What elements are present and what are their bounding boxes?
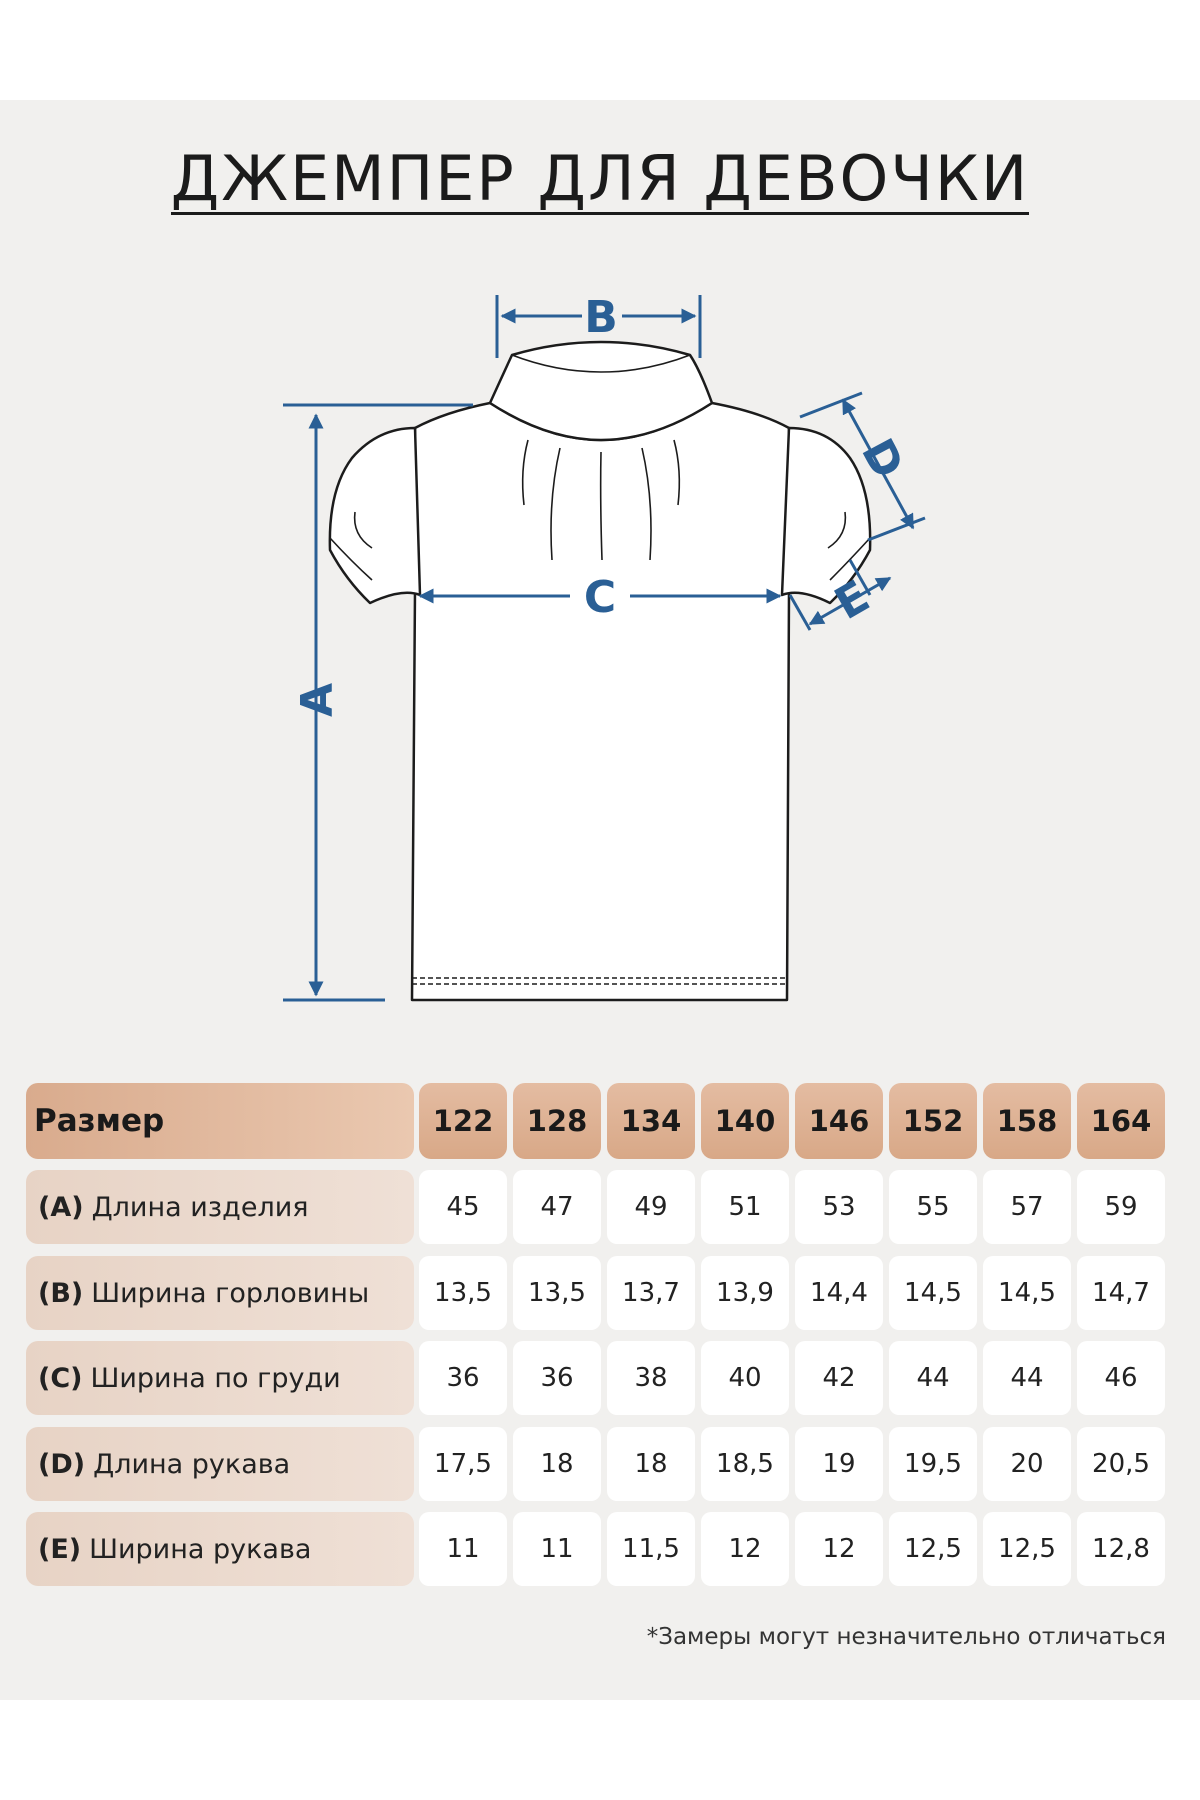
table-cell: 12,5 xyxy=(983,1512,1071,1586)
size-column-header: 128 xyxy=(513,1083,601,1159)
measurement-code: (C) xyxy=(38,1362,83,1394)
table-cell: 18,5 xyxy=(701,1427,789,1501)
table-cell: 18 xyxy=(607,1427,695,1501)
table-cell: 17,5 xyxy=(419,1427,507,1501)
label-c: C xyxy=(583,572,617,623)
measurement-name: Ширина по груди xyxy=(90,1362,341,1394)
size-header-label: Размер xyxy=(26,1083,414,1159)
measurement-label xyxy=(26,1427,414,1501)
table-cell: 12,8 xyxy=(1077,1512,1165,1586)
table-cell: 55 xyxy=(889,1170,977,1244)
table-cell: 14,4 xyxy=(795,1256,883,1330)
size-column-header: 146 xyxy=(795,1083,883,1159)
table-cell: 11 xyxy=(513,1512,601,1586)
table-cell: 20,5 xyxy=(1077,1427,1165,1501)
label-d: D xyxy=(851,430,914,487)
label-e: E xyxy=(826,570,879,631)
table-cell: 13,5 xyxy=(513,1256,601,1330)
measurement-code: (D) xyxy=(38,1448,86,1480)
label-a: A xyxy=(292,682,343,718)
table-cell: 36 xyxy=(513,1341,601,1415)
measurement-label xyxy=(26,1256,414,1330)
table-cell: 40 xyxy=(701,1341,789,1415)
measurement-name: Длина рукава xyxy=(93,1448,291,1480)
table-cell: 57 xyxy=(983,1170,1071,1244)
table-cell: 44 xyxy=(983,1341,1071,1415)
measurement-label xyxy=(26,1341,414,1415)
table-cell: 45 xyxy=(419,1170,507,1244)
table-cell: 19,5 xyxy=(889,1427,977,1501)
table-cell: 12 xyxy=(795,1512,883,1586)
measurement-code: (A) xyxy=(38,1191,84,1223)
size-column-header: 140 xyxy=(701,1083,789,1159)
table-cell: 13,7 xyxy=(607,1256,695,1330)
measurement-name: Ширина горловины xyxy=(91,1277,370,1309)
table-cell: 20 xyxy=(983,1427,1071,1501)
measurement-note: *Замеры могут незначительно отличаться xyxy=(646,1624,1166,1650)
table-cell: 14,7 xyxy=(1077,1256,1165,1330)
measurement-name: Ширина рукава xyxy=(89,1533,312,1565)
table-cell: 46 xyxy=(1077,1341,1165,1415)
measurement-code: (E) xyxy=(38,1533,82,1565)
table-cell: 44 xyxy=(889,1341,977,1415)
table-cell: 36 xyxy=(419,1341,507,1415)
table-cell: 12,5 xyxy=(889,1512,977,1586)
size-column-header: 122 xyxy=(419,1083,507,1159)
table-cell: 38 xyxy=(607,1341,695,1415)
table-cell: 13,5 xyxy=(419,1256,507,1330)
size-column-header: 164 xyxy=(1077,1083,1165,1159)
size-column-header: 152 xyxy=(889,1083,977,1159)
table-cell: 11,5 xyxy=(607,1512,695,1586)
table-cell: 51 xyxy=(701,1170,789,1244)
size-column-header: 134 xyxy=(607,1083,695,1159)
measurement-label xyxy=(26,1170,414,1244)
size-column-header: 158 xyxy=(983,1083,1071,1159)
table-cell: 47 xyxy=(513,1170,601,1244)
table-cell: 14,5 xyxy=(889,1256,977,1330)
measurement-code: (B) xyxy=(38,1277,84,1309)
table-cell: 19 xyxy=(795,1427,883,1501)
table-cell: 53 xyxy=(795,1170,883,1244)
measurement-label xyxy=(26,1512,414,1586)
jumper-silhouette xyxy=(330,342,870,1000)
table-cell: 14,5 xyxy=(983,1256,1071,1330)
measurement-name: Длина изделия xyxy=(91,1191,309,1223)
table-cell: 13,9 xyxy=(701,1256,789,1330)
table-cell: 11 xyxy=(419,1512,507,1586)
table-cell: 42 xyxy=(795,1341,883,1415)
table-cell: 12 xyxy=(701,1512,789,1586)
table-cell: 49 xyxy=(607,1170,695,1244)
page-title: ДЖЕМПЕР ДЛЯ ДЕВОЧКИ xyxy=(170,142,1030,215)
label-b: B xyxy=(584,292,618,343)
table-cell: 59 xyxy=(1077,1170,1165,1244)
table-cell: 18 xyxy=(513,1427,601,1501)
